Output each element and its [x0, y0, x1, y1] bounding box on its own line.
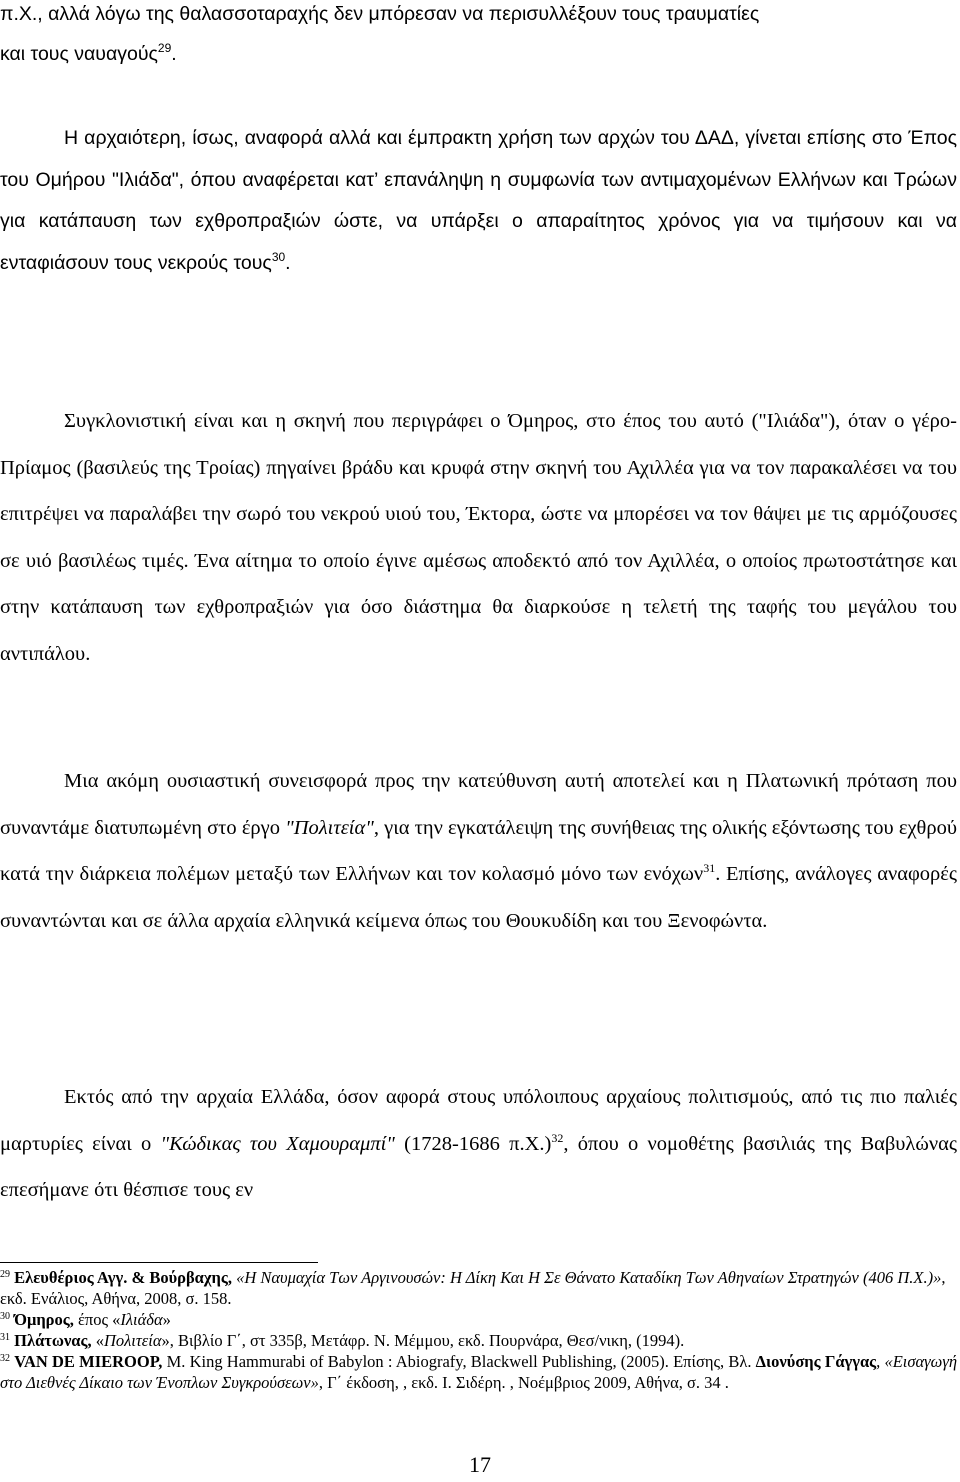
footnote-31: $^{31}$ Πλάτωνας, «Πολιτεία», Βιβλίο Γ΄, στ 335β, Μετάφρ. Ν. Μέμμου, εκδ. Πουρνάρα, Θεσ/νικη, (1994). — [0, 1331, 685, 1350]
page-number: 17 — [469, 1452, 491, 1477]
continuation-line-2: και τους ναυαγούς — [0, 43, 158, 65]
work-title-politeia: "Πολιτεία" — [285, 816, 374, 839]
continuation-line-1: π.Χ., αλλά λόγω της θαλασσοταραχής δεν μπόρεσαν να περισυλλέξουν τους τραυματίες — [0, 3, 760, 25]
footnote-29: $^{29}$ Ελευθέριος Αγγ. & Βούρβαχης, «Η Ναυμαχία Των Αργινουσών: Η Δίκη Και Η Σε Θάνατο Καταδίκη Των Αθηναίων Στρατηγών (406 Π.Χ.)», εκδ. Ενάλιος, Αθήνα, 2008, σ. 158. — [0, 1268, 946, 1308]
footnote-30: $^{30}$ Όμηρος, έπος «Ιλιάδα» — [0, 1310, 171, 1329]
footnote-separator — [0, 1262, 318, 1263]
footnotes — [0, 1267, 957, 1393]
footnote-ref-29[interactable]: 29 — [157, 41, 172, 55]
paragraph-text: Η αρχαιότερη, ίσως, αναφορά αλλά και έμπρακτη χρήση των αρχών του ΔΑΔ, γίνεται επίσης στο Έπος του Ομήρου "Ιλιάδα", όπου αναφέρεται κατ’ επανάληψη η συμφωνία των αντιμαχομένων Ελλήνων και Τρώων για κατάπαυση των εχθροπραξιών ώστε, να υπάρξει ο απαραίτητος χρόνος για να τιμήσουν και να ενταφιάσουν τους νεκρούς τους — [0, 127, 957, 274]
paragraph-platonic-proposal: Μια ακόμη ουσιαστική συνεισφορά προς την κατεύθυνση αυτή αποτελεί και η Πλατωνική πρόταση που συναντάμε διατυπωμένη στο έργο "Πολιτεία", για την εγκατάλειψη της συνήθειας της ολικής εξόντωσης του εχθρού κατά την διάρκεια πολέμων μεταξύ των Ελλήνων και τον κολασμό μόνο των ενόχων$^{31}$. Επίσης, ανάλογες αναφορές συναντώνται και σε άλλα αρχαία ελληνικά κείμενα όπως του Θουκυδίδη και του Ξενοφώντα. — [0, 770, 957, 932]
paragraph-priam-scene — [0, 398, 957, 677]
footnote-ref-31[interactable]: 31 — [703, 861, 716, 875]
paragraph-text: Συγκλονιστική είναι και η σκηνή που περιγράφει ο Όμηρος, στο έπος του αυτό ("Ιλιάδα"), όταν ο γέρο-Πρίαμος (βασιλεύς της Τροίας) πηγαίνει βράδυ και κρυφά στην σκηνή του Αχιλλέα για να τον παρακαλέσει να του επιτρέψει να παραλάβει την σωρό του νεκρού υιού του, Έκτορα, ώστε να μπορέσει να τον θάψει με τις αρμόζουσες σε υιό βασιλέως τιμές. Ένα αίτημα το οποίο έγινε αμέσως αποδεκτό από τον Αχιλλέα, ο οποίος πρωτοστάτησε και στην κατάπαυση των εχθροπραξιών για όσο διάστημα θα διαρκούσε η τελετή της ταφής του μεγάλου του αντιπάλου. — [0, 410, 957, 665]
footnote-32: $^{32}$ VAN DE MIEROOP, M. King Hammurabi of Babylon : Abiografy, Blackwell Publishing, (2005). Επίσης, Βλ. Διονύσης Γάγγας, «Εισαγωγή στο Διεθνές Δίκαιο των Ένοπλων Συγκρούσεων», Γ΄ έκδοση, , εκδ. Ι. Σιδέρη. , Νοέμβριος 2009, Αθήνα, σ. 34 . — [0, 1352, 958, 1392]
paragraph-continuation: π.Χ., αλλά λόγω της θαλασσοταραχής δεν μπόρεσαν να περισυλλέξουν τους τραυματίες και τους ναυαγούς$^{29}$. — [0, 3, 760, 65]
paragraph-iliad-truce: Η αρχαιότερη, ίσως, αναφορά αλλά και έμπρακτη χρήση των αρχών του ΔΑΔ, γίνεται επίσης στο Έπος του Ομήρου "Ιλιάδα", όπου αναφέρεται κατ’ επανάληψη η συμφωνία των αντιμαχομένων Ελλήνων και Τρώων για κατάπαυση των εχθροπραξιών ώστε, να υπάρξει ο απαραίτητος χρόνος για να τιμήσουν και να ενταφιάσουν τους νεκρούς τους$^{30}$. — [0, 127, 957, 274]
footnote-ref-32[interactable]: 32 — [551, 1130, 564, 1145]
paragraph-hammurabi: Εκτός από την αρχαία Ελλάδα, όσον αφορά στους υπόλοιπους αρχαίους πολιτισμούς, από τις πιο παλιές μαρτυρίες είναι ο "Κώδικας του Χαμουραμπί" (1728-1686 π.Χ.)$^{32}$, όπου ο νομοθέτης βασιλιάς της Βαβυλώνας επεσήμανε ότι θέσπισε τους εν — [0, 1086, 957, 1201]
footnote-ref-30[interactable]: 30 — [271, 249, 286, 264]
work-title-hammurabi-code: "Κώδικας του Χαμουραμπί" — [160, 1132, 395, 1155]
